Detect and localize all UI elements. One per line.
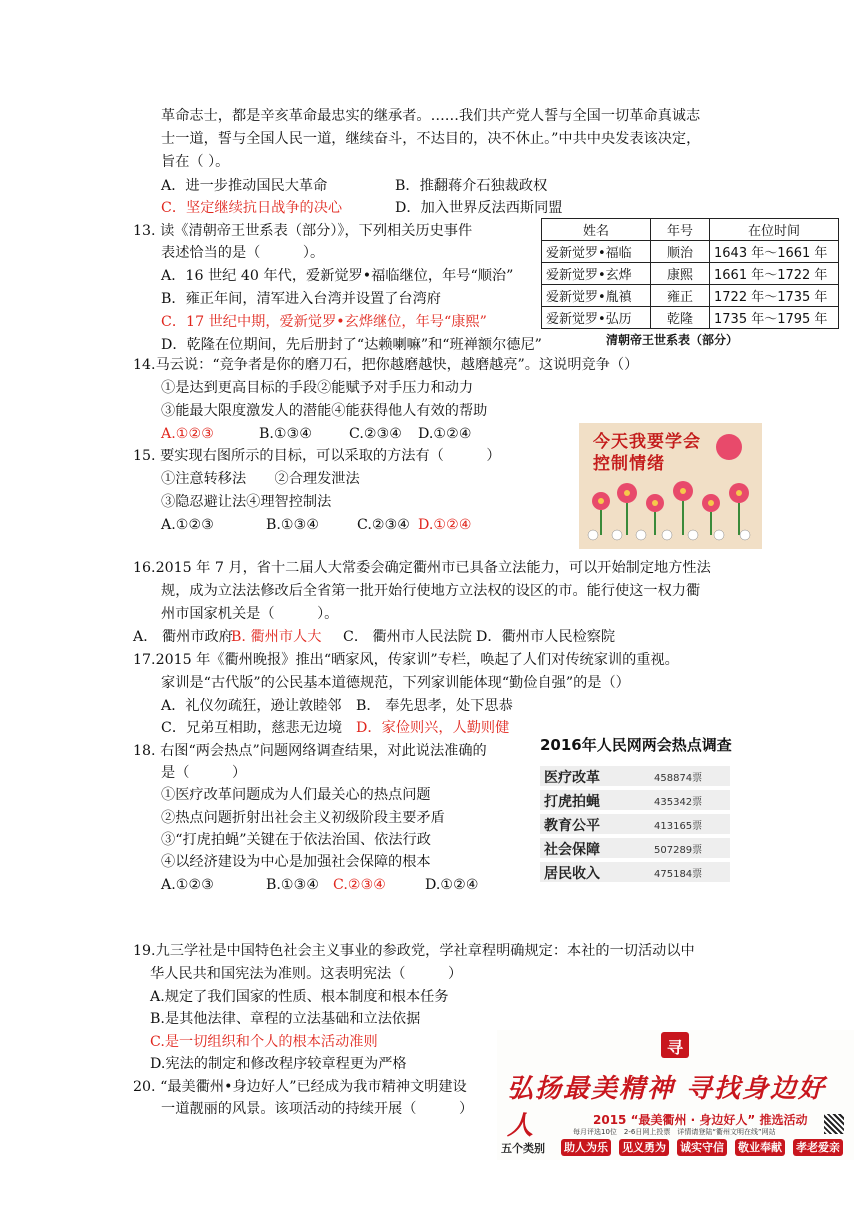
q16-stem-line1: 16.2015 年 7 月，省十二届人大常委会确定衢州市已具备立法能力，可以开始制定地方性法 [133, 560, 711, 576]
cell-era: 康熙 [651, 263, 710, 285]
q17-option-a: A．礼仪勿疏狂，逊让敦睦邻 [161, 698, 342, 714]
cell-era: 乾隆 [651, 307, 710, 329]
emperor-table-header [542, 219, 839, 241]
cell-name: 爱新觉罗•胤禛 [542, 285, 651, 307]
q13-option-a: A．16 世纪 40 年代，爱新觉罗•福临继位，年号“顺治” [161, 268, 514, 284]
qr-code-icon [824, 1114, 844, 1134]
q16-stem-line3: 州市国家机关是（ ）。 [161, 606, 339, 622]
q13-stem-line2: 表述恰当的是（ ）。 [161, 245, 325, 261]
q18-statement-1: ①医疗改革问题成为人们最关心的热点问题 [161, 787, 431, 803]
q13-option-c-answer: C．17 世纪中期，爱新觉罗•玄烨继位，年号“康熙” [161, 314, 487, 330]
q16-option-c: C． 衢州市人民法院 [343, 629, 472, 645]
cell-period: 1722 年～1735 年 [710, 285, 839, 307]
q15-statement-line1: ①注意转移法 ②合理发泄法 [161, 471, 360, 487]
survey-votes: 413165票 [654, 821, 703, 832]
q18-option-b: B.①③④ [266, 877, 320, 893]
survey-topic: 打虎拍蝇 [544, 794, 600, 810]
q14-option-a-answer: A.①②③ [161, 426, 214, 442]
q15-stem-line1: 15. 要实现右图所示的目标，可以采取的方法有（ ） [133, 448, 501, 464]
survey-votes: 507289票 [654, 845, 703, 856]
q18-option-c-answer: C.②③④ [333, 877, 387, 893]
cell-name: 爱新觉罗•玄烨 [542, 263, 651, 285]
survey-votes: 475184票 [654, 869, 703, 880]
q17-option-c: C．兄弟互相助，慈悲无边境 [161, 720, 343, 736]
q16-option-d: D．衢州市人民检察院 [476, 629, 616, 645]
survey-votes: 458874票 [654, 773, 703, 784]
q16-option-b-answer: B. 衢州市人大 [231, 629, 322, 645]
q20-stem-line1: 20. “最美衢州•身边好人”已经成为我市精神文明建设 [133, 1079, 467, 1095]
survey-row [540, 814, 730, 834]
survey-topic: 医疗改革 [544, 770, 600, 786]
q18-option-d: D.①②④ [425, 877, 479, 893]
category-tag: 孝老爱亲 [793, 1139, 843, 1156]
q14-statement-line2: ③能最大限度激发人的潜能④能获得他人有效的帮助 [161, 403, 488, 419]
q18-stem-line2: 是（ ） [161, 765, 247, 781]
logo-char: 寻 [667, 1038, 684, 1057]
category-tag: 诚实守信 [677, 1139, 727, 1156]
survey-row [540, 862, 730, 882]
q17-stem-line1: 17.2015 年《衢州晚报》推出“晒家风，传家训”专栏，唤起了人们对传统家训的重视。 [133, 652, 679, 668]
survey-topic: 社会保障 [544, 842, 600, 858]
survey-votes: 435342票 [654, 797, 703, 808]
emotion-control-poster [579, 423, 762, 549]
categories-label: 五个类别 [501, 1142, 545, 1155]
category-tag: 助人为乐 [561, 1139, 611, 1156]
q19-option-d: D.宪法的制定和修改程序较章程更为严格 [150, 1056, 407, 1072]
table-row [542, 263, 839, 285]
survey-title: 2016年人民网两会热点调查 [540, 736, 732, 754]
q12-stem-line2: 士一道，誓与全国人民一道，继续奋斗，不达目的，决不休止。”中共中央发表该决定， [161, 131, 701, 147]
q20-stem-line2: 一道靓丽的风景。该项活动的持续开展（ ） [161, 1101, 474, 1117]
q19-stem-line1: 19.九三学社是中国特色社会主义事业的参政党，学社章程明确规定：本社的一切活动以中 [133, 943, 695, 959]
good-people-banner [497, 1030, 854, 1160]
cell-era: 顺治 [651, 241, 710, 263]
survey-topic: 教育公平 [544, 818, 600, 834]
cell-period: 1661 年～1722 年 [710, 263, 839, 285]
cell-period: 1735 年～1795 年 [710, 307, 839, 329]
banner-note: 每月评选10位 2-6日网上投票 详情请登陆“衢州文明在线”网站 [573, 1128, 776, 1136]
cell-era: 雍正 [651, 285, 710, 307]
q12-option-c-answer: C．坚定继续抗日战争的决心 [161, 200, 343, 216]
cell-name: 爱新觉罗•福临 [542, 241, 651, 263]
q14-statement-line1: ①是达到更高目标的手段②能赋予对手压力和动力 [161, 380, 474, 396]
survey-row [540, 838, 730, 858]
survey-topic: 居民收入 [544, 866, 600, 882]
category-tag: 敬业奉献 [735, 1139, 785, 1156]
q19-option-a: A.规定了我们国家的性质、根本制度和根本任务 [150, 989, 449, 1005]
table-row [542, 241, 839, 263]
cell-period: 1643 年～1661 年 [710, 241, 839, 263]
poster-title: 今天我要学会控制情绪 [593, 432, 701, 474]
q16-option-a: A． 衢州市政府 [133, 629, 233, 645]
q14-option-c: C.②③④ [349, 426, 403, 442]
table-row [542, 307, 839, 329]
survey-row [540, 790, 730, 810]
table-row [542, 285, 839, 307]
category-tag: 见义勇为 [619, 1139, 669, 1156]
q12-stem-line3: 旨在（ ）。 [161, 154, 230, 170]
q17-option-b: B． 奉先思孝，处下思恭 [356, 698, 513, 714]
q14-option-d: D.①②④ [418, 426, 472, 442]
banner-slogan: 弘扬最美精神 寻找身边好人 [507, 1074, 827, 1141]
header-name: 姓名 [542, 219, 651, 241]
q12-stem-line1: 革命志士，都是辛亥革命最忠实的继承者。……我们共产党人誓与全国一切革命真诚志 [161, 108, 701, 124]
q18-option-a: A.①②③ [161, 877, 214, 893]
q19-stem-line2: 华人民共和国宪法为准则。这表明宪法（ ） [150, 966, 463, 982]
q15-option-c: C.②③④ [357, 517, 411, 533]
q18-stem-line1: 18. 右图“两会热点”问题网络调查结果，对此说法准确的 [133, 743, 487, 759]
q15-option-d-answer: D.①②④ [418, 517, 472, 533]
q12-option-b: B．推翻蒋介石独裁政权 [395, 178, 548, 194]
q16-stem-line2: 规，成为立法法修改后全省第一批开始行使地方立法权的设区的市。能行使这一权力衢 [161, 583, 701, 599]
q12-option-d: D．加入世界反法西斯同盟 [395, 200, 563, 216]
q14-stem-line1: 14.马云说：“竞争者是你的磨刀石，把你越磨越快，越磨越亮”。这说明竞争（） [133, 357, 639, 373]
header-reign-title: 年号 [651, 219, 710, 241]
q19-option-b: B.是其他法律、章程的立法基础和立法依据 [150, 1011, 421, 1027]
q12-option-a: A．进一步推动国民大革命 [161, 178, 328, 194]
campaign-logo [661, 1032, 689, 1058]
q19-option-c-answer: C.是一切组织和个人的根本活动准则 [150, 1034, 378, 1050]
emperor-table-caption: 清朝帝王世系表（部分） [606, 333, 739, 347]
cell-name: 爱新觉罗•弘历 [542, 307, 651, 329]
q18-statement-4: ④以经济建设为中心是加强社会保障的根本 [161, 854, 431, 870]
emperor-table [541, 218, 839, 329]
q14-option-b: B.①③④ [259, 426, 313, 442]
q15-option-b: B.①③④ [266, 517, 320, 533]
q17-option-d-answer: D．家俭则兴，人勤则健 [356, 720, 510, 736]
q17-stem-line2: 家训是“古代版”的公民基本道德规范，下列家训能体现“勤俭自强”的是（） [161, 675, 630, 691]
survey-row [540, 766, 730, 786]
q13-option-b: B．雍正年间，清军进入台湾并设置了台湾府 [161, 291, 441, 307]
q18-statement-2: ②热点问题折射出社会主义初级阶段主要矛盾 [161, 810, 445, 826]
q15-option-a: A.①②③ [161, 517, 214, 533]
banner-subtitle: 2015 “最美衢州 · 身边好人” 推选活动 [593, 1113, 808, 1127]
hot-topics-survey [540, 734, 745, 888]
header-reign-period: 在位时间 [710, 219, 839, 241]
q15-statement-line2: ③隐忍避让法④理智控制法 [161, 494, 332, 510]
q13-stem-line1: 13. 读《清朝帝王世系表（部分）》，下列相关历史事件 [133, 223, 473, 239]
q13-option-d: D．乾隆在位期间，先后册封了“达赖喇嘛”和“班禅额尔德尼” [161, 337, 542, 353]
q18-statement-3: ③“打虎拍蝇”关键在于依法治国、依法行政 [161, 832, 431, 848]
